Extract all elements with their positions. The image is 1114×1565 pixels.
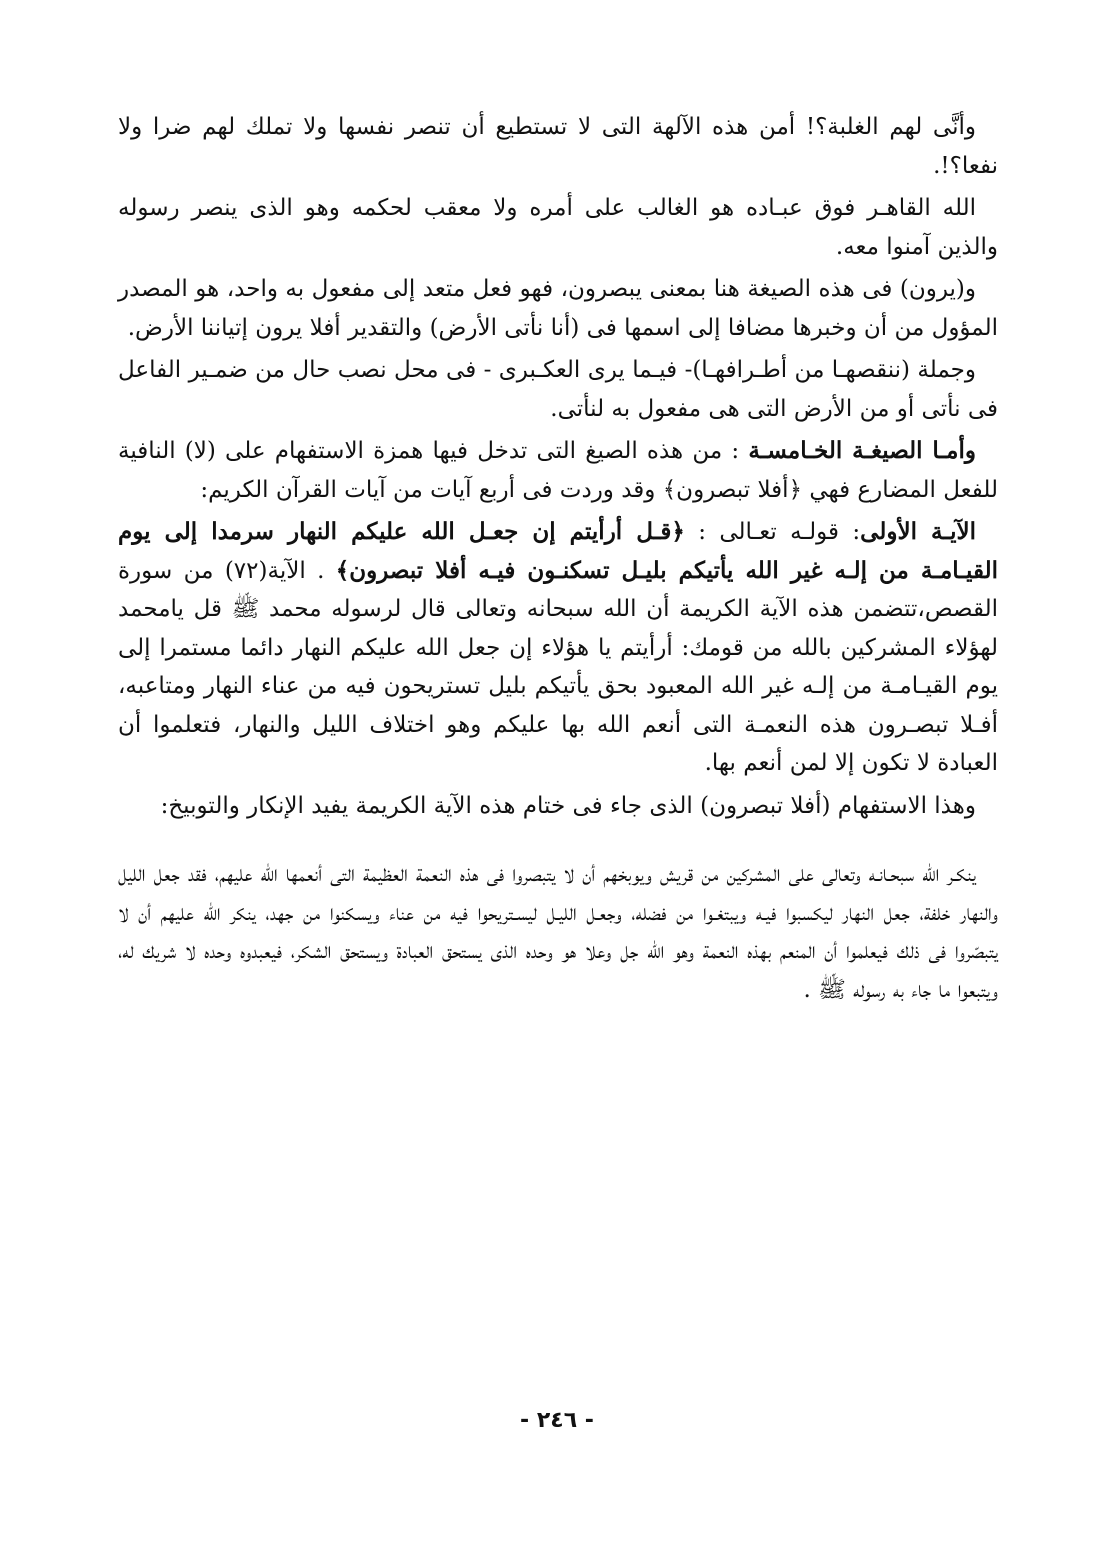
paragraph-3-text: و(يرون) فى هذه الصيغة هنا بمعنى يبصرون، فهو فعل متعد إلى مفعول به واحد، هو المصدر المؤول من أن وخبرها مضافا إلى اسمها فى (أنا نأتى الأرض) والتقدير أفلا يرون إتياننا الأرض. bbox=[118, 276, 998, 341]
page-body bbox=[118, 108, 998, 1013]
paragraph-1 bbox=[118, 108, 998, 185]
page-number: - ٢٤٦ - bbox=[520, 1408, 594, 1433]
paragraph-1-text: وأنَّى لهم الغلبة؟! أمن هذه الآلهة التى لا تستطيع أن تنصر نفسها ولا تملك لهم ضرا ولا نفعا؟!. bbox=[118, 114, 998, 179]
paragraph-3 bbox=[118, 270, 998, 347]
paragraph-5 bbox=[118, 432, 998, 509]
paragraph-5-text: : من هذه الصيغ التى تدخل فيها همزة الاستفهام على (لا) النافية للفعل المضارع فهي ﴿أفلا تبصرون﴾ وقد وردت فى أربع آيات من آيات القرآن الكريم: bbox=[118, 438, 998, 503]
quran-verse-quote: ﴿قـل أرأيتم إن جعـل الله عليكم النهار سرمدا إلى يوم القيـامـة من إلـه غير الله يأتيكم بليـل تسكنـون فيـه أفلا تبصرون﴾ bbox=[118, 518, 999, 584]
paragraph-8 bbox=[118, 855, 998, 1009]
paragraph-2 bbox=[118, 189, 998, 266]
fifth-form-heading: وأمـا الصيغـة الخـامسـة bbox=[748, 437, 976, 464]
verse-intro: : قولـه تعـالى : bbox=[684, 519, 861, 545]
paragraph-2-text: الله القاهـر فوق عبـاده هو الغالب على أمره ولا معقب لحكمه وهو الذى ينصر رسوله والذين آمنوا معه. bbox=[118, 195, 998, 260]
paragraph-4 bbox=[118, 351, 998, 428]
paragraph-4-text: وجملة (ننقصهـا من أطـرافهـا)- فيـما يرى العكـبرى - فى محل نصب حال من ضمـير الفاعل فى نأتى أو من الأرض التى هى مفعول به لنأتى. bbox=[118, 357, 998, 422]
paragraph-6 bbox=[118, 513, 998, 783]
paragraph-7 bbox=[118, 787, 998, 826]
paragraph-8-text: ينكـر الله سبحـانـه وتعالى على المشركين من قريش ويوبخهم أن لا يتبصروا فى هذه النعمة العظيمة التى أنعمها الله عليهم، فقد جعل الليل والنهار خلفة، جعل النهار ليكسبوا فيـه ويبتغـوا من فضله، وجعـل الليـل ليسـتريحوا فيه من عناء ويسكنوا من جهد، ينكر الله عليهم أن لا يتبصّروا فى ذلك فيعلموا أن المنعم بهذه النعمة وهو الله جل وعلا هو وحده الذى يستحق العبادة ويستحق الشكر، فيعبدوه وحده لا شريك له، ويتبعوا ما جاء به رسوله ﷺ . bbox=[118, 861, 998, 1003]
paragraph-7-text: وهذا الاستفهام (أفلا تبصرون) الذى جاء فى ختام هذه الآية الكريمة يفيد الإنكار والتوبيخ: bbox=[160, 792, 976, 819]
first-verse-heading: الآيـة الأولى bbox=[860, 518, 976, 545]
paragraph-6-text: . الآية(٧٢) من سورة القصص،تتضمن هذه الآية الكريمة أن الله سبحانه وتعالى قال لرسوله محمد ﷺ قل يامحمد لهؤلاء المشركين بالله من قومك: أرأيتم يا هؤلاء إن جعل الله عليكم النهار دائما مستمرا إلى يوم القيـامـة من إلـه غير الله المعبود بحق يأتيكم بليل تستريحون فيه من عناء النهار ومتاعبه، أفـلا تبصـرون هذه النعمـة التى أنعم الله بها عليكم وهو اختلاف الليل والنهار، فتعلموا أن العبادة لا تكون إلا لمن أنعم بها. bbox=[118, 557, 998, 776]
